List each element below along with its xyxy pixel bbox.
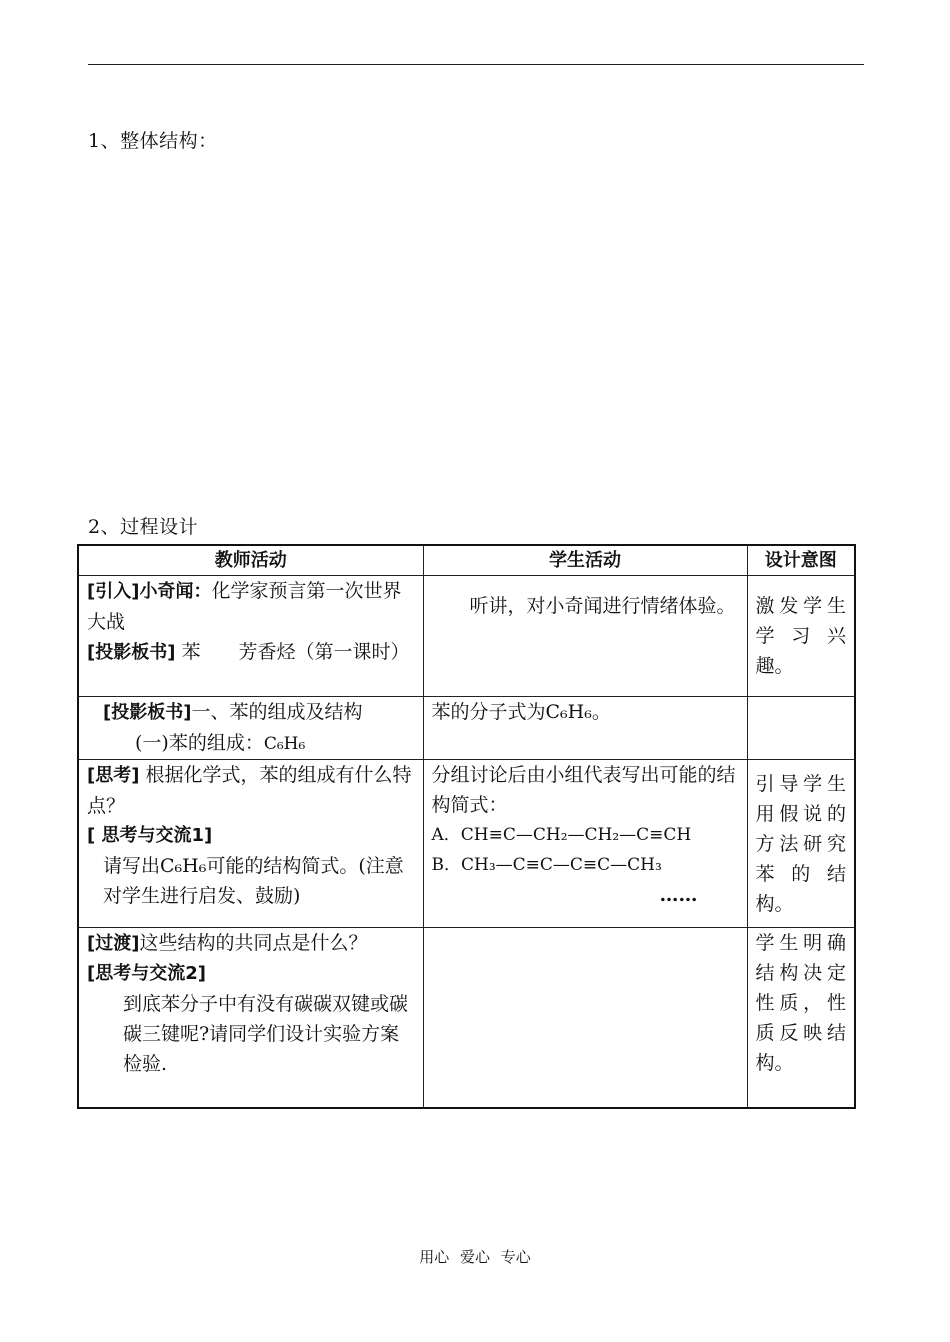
design-intent-cell [747,928,855,1108]
transition-text: 这些结构的共同点是什么？ [139,932,368,954]
page-footer: 用心 爱心 专心 [419,1248,531,1266]
board-tag: [投影板书] [103,702,192,723]
design-intent-text: 引导学生用假说的方法研究苯 的 结构。 [755,772,846,915]
design-intent-text: 学生明确结构决定性质，性质反映结构。 [755,932,846,1074]
think-exchange-1-tag: [ 思考与交流1] [87,825,213,846]
teacher-activity-cell [78,928,423,1108]
student-activity-text: 苯的分子式为C₆H₆。 [431,701,611,723]
composition-text: (一)苯的组成： [135,732,264,754]
header-student-activity: 学生活动 [423,545,747,576]
board-text: 苯 芳香烃（第一课时） [175,641,410,663]
table-row [78,928,855,1108]
think-tag: [思考] [87,765,140,786]
intro-tag: [引入]小奇闻： [87,581,212,602]
header-teacher-activity: 教师活动 [78,545,423,576]
teacher-activity-cell [78,697,423,760]
board-text: 一、苯的组成及结构 [191,701,363,723]
table-header-row [78,545,855,576]
student-activity-cell [423,760,747,928]
structure-option-a: A．CH≡C—CH₂—CH₂—C≡CH [431,825,692,845]
intro-text: 化学家预言第一次世界大战 [87,580,402,633]
teacher-activity-cell [78,576,423,697]
benzene-formula: C₆H₆ [263,734,306,754]
ellipsis: …… [659,884,698,906]
table-row [78,576,855,697]
lesson-plan-table [77,544,856,1109]
think-text: 根据化学式，苯的组成有什么特点？ [87,764,412,817]
header-design-intent: 设计意图 [747,545,855,576]
header-rule [88,64,864,65]
think-exchange-1-text: 请写出C₆H₆可能的结构简式。(注意对学生进行启发、鼓励) [103,855,404,907]
design-intent-cell [747,760,855,928]
student-activity-cell [423,928,747,1108]
student-activity-cell [423,697,747,760]
design-intent-cell [747,697,855,760]
section-heading-process-design: 2、过程设计 [88,516,199,538]
think-exchange-2-text: 到底苯分子中有没有碳碳双键或碳碳三键呢?请同学们设计实验方案检验. [123,993,409,1075]
table-row [78,760,855,928]
section-heading-overall-structure: 1、整体结构： [88,130,218,152]
design-intent-text: 激发学生学 习 兴趣。 [755,595,846,677]
student-activity-cell [423,576,747,697]
table-row [78,697,855,760]
student-activity-text: 听讲，对小奇闻进行情绪体验。 [431,595,736,617]
board-tag: [投影板书] [87,642,176,663]
transition-tag: [过渡] [87,933,140,954]
think-exchange-2-tag: [思考与交流2] [87,963,206,984]
teacher-activity-cell [78,760,423,928]
design-intent-cell [747,576,855,697]
structure-option-b: B．CH₃—C≡C—C≡C—CH₃ [431,855,662,875]
student-activity-intro: 分组讨论后由小组代表写出可能的结构简式： [431,764,736,816]
